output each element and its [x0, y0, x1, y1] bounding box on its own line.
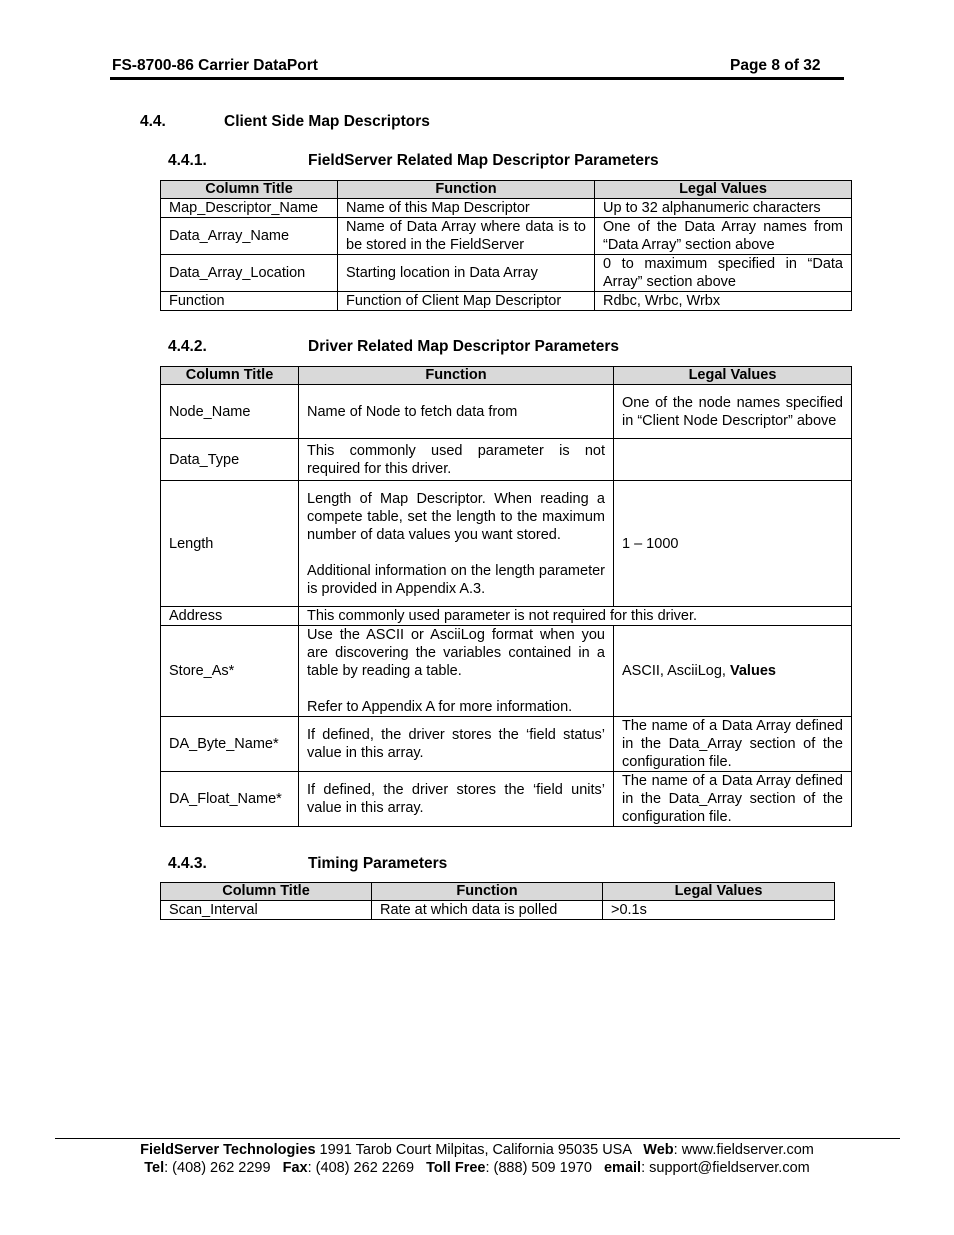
cell-function: If defined, the driver stores the ‘field status’ value in this array.: [299, 717, 614, 772]
cell-legal-values: Up to 32 alphanumeric characters: [595, 199, 852, 218]
table-row: [161, 439, 852, 481]
cell-legal-values: One of the node names specified in “Client Node Descriptor” above: [614, 385, 852, 439]
section-title: Client Side Map Descriptors: [224, 113, 430, 130]
driver-params-table: [160, 366, 852, 827]
cell-function: This commonly used parameter is not required for this driver.: [299, 439, 614, 481]
cell-legal-values: >0.1s: [603, 901, 835, 920]
cell-function: Function of Client Map Descriptor: [338, 292, 595, 311]
function-paragraph: Length of Map Descriptor. When reading a compete table, set the length to the maximum number of data values you want stored.: [307, 490, 605, 543]
column-header: Function: [372, 883, 603, 901]
column-header: Legal Values: [614, 367, 852, 385]
timing-params-table: [160, 882, 835, 920]
header-rule: [110, 77, 844, 80]
subsection-number: 4.4.3.: [168, 855, 207, 872]
legal-values-text: ASCII, AsciiLog,: [622, 663, 730, 679]
cell-column-title: Map_Descriptor_Name: [161, 199, 338, 218]
cell-legal-values: [614, 439, 852, 481]
footer-tollfree: : (888) 509 1970: [485, 1160, 604, 1176]
table-row: [161, 607, 852, 626]
cell-column-title: Node_Name: [161, 385, 299, 439]
table-row: [161, 901, 835, 920]
cell-column-title: Data_Type: [161, 439, 299, 481]
table-header-row: [161, 367, 852, 385]
cell-function: Starting location in Data Array: [338, 255, 595, 292]
subsection-title: Timing Parameters: [308, 855, 448, 872]
footer-fax: : (408) 262 2269: [307, 1160, 427, 1176]
section-number: 4.4.: [140, 113, 166, 130]
footer-fax-label: Fax: [282, 1160, 308, 1176]
footer-tel-label: Tel: [144, 1160, 165, 1176]
cell-function: [299, 626, 614, 717]
function-paragraph: Additional information on the length parameter is provided in Appendix A.3.: [307, 562, 605, 597]
cell-column-title: DA_Float_Name*: [161, 772, 299, 827]
table-header-row: [161, 883, 835, 901]
cell-function: Rate at which data is polled: [372, 901, 603, 920]
column-header: Function: [299, 367, 614, 385]
column-header: Legal Values: [603, 883, 835, 901]
cell-function: Name of Data Array where data is to be stored in the FieldServer: [338, 218, 595, 255]
cell-column-title: Data_Array_Name: [161, 218, 338, 255]
footer-address: 1991 Tarob Court Milpitas, California 95035 USA: [315, 1142, 644, 1158]
table-row: [161, 717, 852, 772]
cell-legal-values: The name of a Data Array defined in the Data_Array section of the configuration file.: [614, 717, 852, 772]
function-paragraph: Use the ASCII or AsciiLog format when you are discovering the variables contained in a table by reading a table.: [307, 627, 605, 679]
cell-function-merged: This commonly used parameter is not required for this driver.: [299, 607, 852, 626]
table-header-row: [161, 181, 852, 199]
footer-tel: : (408) 262 2299: [164, 1160, 283, 1176]
fieldserver-params-table: [160, 180, 852, 311]
cell-column-title: Scan_Interval: [161, 901, 372, 920]
cell-legal-values: Rdbc, Wrbc, Wrbx: [595, 292, 852, 311]
column-header: Column Title: [161, 883, 372, 901]
cell-legal-values: The name of a Data Array defined in the Data_Array section of the configuration file.: [614, 772, 852, 827]
cell-function: Name of this Map Descriptor: [338, 199, 595, 218]
column-header: Column Title: [161, 181, 338, 199]
table-row: [161, 199, 852, 218]
cell-legal-values: 0 to maximum specified in “Data Array” section above: [595, 255, 852, 292]
subsection-title: FieldServer Related Map Descriptor Parameters: [308, 152, 659, 169]
table-row: [161, 255, 852, 292]
legal-values-bold: Values: [730, 663, 776, 679]
footer-tollfree-label: Toll Free: [426, 1160, 486, 1176]
footer-rule: [55, 1138, 900, 1139]
subsection-number: 4.4.2.: [168, 338, 207, 355]
footer-line-1: [0, 1142, 954, 1158]
column-header: Legal Values: [595, 181, 852, 199]
table-row: [161, 292, 852, 311]
cell-column-title: DA_Byte_Name*: [161, 717, 299, 772]
cell-column-title: Address: [161, 607, 299, 626]
cell-legal-values: 1 – 1000: [614, 481, 852, 607]
cell-function: Name of Node to fetch data from: [299, 385, 614, 439]
cell-column-title: Function: [161, 292, 338, 311]
subsection-title: Driver Related Map Descriptor Parameters: [308, 338, 619, 355]
cell-legal-values: [614, 626, 852, 717]
footer-web: : www.fieldserver.com: [673, 1142, 814, 1158]
cell-column-title: Length: [161, 481, 299, 607]
table-row: [161, 772, 852, 827]
page-number: Page 8 of 32: [730, 57, 821, 74]
footer-email: : support@fieldserver.com: [641, 1160, 810, 1176]
table-row: [161, 481, 852, 607]
subsection-number: 4.4.1.: [168, 152, 207, 169]
table-row: [161, 218, 852, 255]
function-paragraph: Refer to Appendix A for more information.: [307, 699, 573, 715]
cell-column-title: Store_As*: [161, 626, 299, 717]
footer-web-label: Web: [643, 1142, 674, 1158]
table-row: [161, 626, 852, 717]
footer-line-2: [0, 1160, 954, 1176]
footer-email-label: email: [603, 1160, 642, 1176]
column-header: Function: [338, 181, 595, 199]
cell-function: [299, 481, 614, 607]
cell-legal-values: One of the Data Array names from “Data Array” section above: [595, 218, 852, 255]
cell-function: If defined, the driver stores the ‘field units’ value in this array.: [299, 772, 614, 827]
table-row: [161, 385, 852, 439]
cell-column-title: Data_Array_Location: [161, 255, 338, 292]
column-header: Column Title: [161, 367, 299, 385]
document-title: FS-8700-86 Carrier DataPort: [112, 57, 318, 74]
footer-company: FieldServer Technologies: [140, 1142, 316, 1158]
